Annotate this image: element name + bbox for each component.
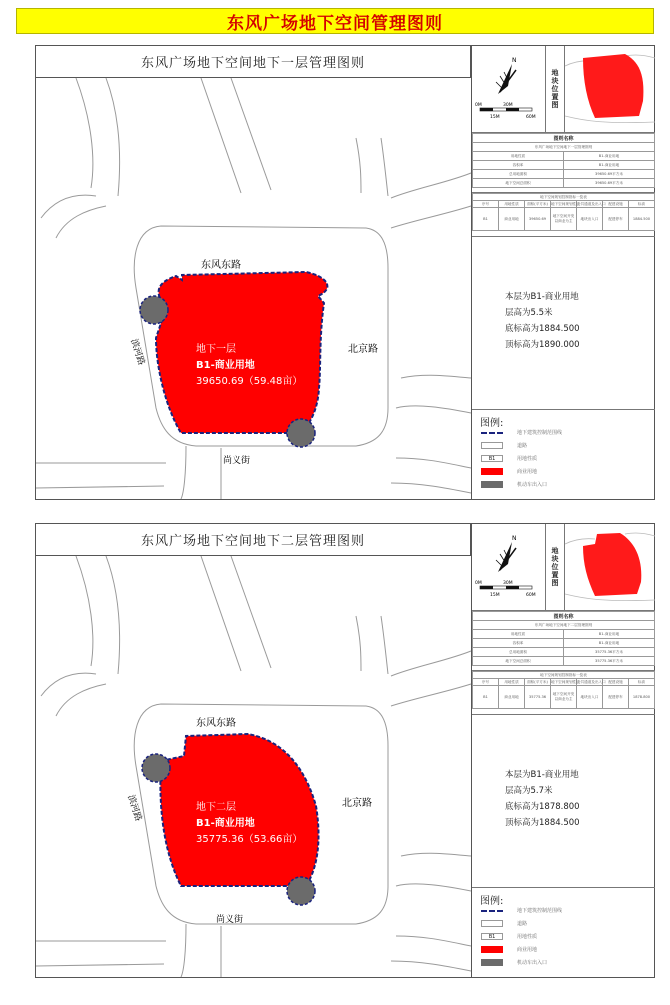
table-header: 面积(平方米)	[525, 201, 551, 208]
commercial-parcel	[160, 734, 318, 886]
legend-item-landuse	[481, 932, 537, 941]
table-header: 配建设施	[603, 201, 629, 208]
table-header: 公共通道及出入口	[577, 201, 606, 206]
legend-label: 道路	[517, 443, 528, 449]
scale-30m: 30M	[503, 103, 513, 108]
layer-description	[472, 236, 655, 410]
road-label-south: 尚义街	[216, 915, 244, 925]
road-label-east-text: 北京路	[348, 344, 378, 355]
boundary-swatch	[481, 432, 503, 434]
north-label: N	[512, 535, 517, 542]
boundary-swatch	[481, 910, 503, 912]
legend-label: 道路	[517, 921, 528, 927]
scale-30m: 30M	[503, 581, 513, 586]
landuse-swatch: B1	[481, 933, 503, 940]
legend-item-boundary	[481, 428, 562, 437]
table-cell: 总用地面积	[473, 648, 564, 657]
table-header: 公共通道及出入口	[577, 679, 606, 684]
table-cell: 配建停车	[603, 208, 629, 231]
table-header: 用地性质	[499, 679, 525, 686]
table-cell: B1-商业用地	[564, 639, 655, 648]
table-cell: 容积率	[473, 639, 564, 648]
table-cell: 地下空间开发以商业为主	[551, 208, 577, 231]
landuse-swatch: B1	[481, 455, 503, 462]
table-header: 地下空间规划性质	[551, 679, 580, 684]
table-cell: 商业用地	[499, 686, 525, 709]
scale-0m: 0M	[475, 103, 482, 108]
north-arrow-and-scale	[472, 524, 545, 610]
drawing-panel-b2	[35, 523, 655, 978]
table-cell: 配建停车	[603, 686, 629, 709]
table-cell: 地下空间总面积	[473, 179, 564, 188]
legend-label: 商业用地	[517, 469, 538, 475]
commercial-parcel	[156, 272, 327, 433]
location-map	[565, 524, 655, 610]
table-cell: 39650.69平方米	[564, 170, 655, 179]
panel-title: 东风广场地下空间地下一层管理图则	[36, 46, 471, 78]
road-label-west: 滨河路	[128, 337, 147, 367]
north-arrow-and-scale	[472, 46, 545, 132]
legend-title: 图例:	[480, 418, 504, 429]
description-line: 层高为5.7米	[505, 786, 553, 796]
table-cell: B1	[473, 686, 499, 709]
legend-item-road	[481, 441, 527, 450]
table-cell: 用地性质	[473, 630, 564, 639]
road-label-north: 东风东路	[201, 260, 241, 271]
table-cell: 1884.500	[629, 208, 655, 231]
parcel-use-label: B1-商业用地	[196, 818, 255, 829]
page-banner	[16, 8, 654, 34]
legend-label: 地下建筑控制范围线	[517, 430, 563, 436]
legend-label: 商业用地	[517, 947, 538, 953]
parcel-level-label: 地下一层	[196, 344, 236, 355]
description-line: 顶标高为1884.500	[505, 818, 580, 828]
table-header: 地下空间规划性质	[551, 201, 580, 206]
vehicle-entrance-se	[287, 419, 315, 447]
table-cell: 35775.36平方米	[564, 657, 655, 666]
site-map	[36, 78, 471, 499]
scale-60m: 60M	[526, 115, 536, 120]
legend-item-boundary	[481, 906, 562, 915]
table-cell: B1-商业用地	[564, 630, 655, 639]
legend	[472, 888, 655, 977]
panel-title: 东风广场地下空间地下二层管理图则	[36, 524, 471, 556]
table-header: 面积(平方米)	[525, 679, 551, 686]
road-swatch	[481, 920, 503, 927]
table-cell: B1-商业用地	[564, 152, 655, 161]
table-header: 配建设施	[603, 679, 629, 686]
table-header: 标高	[629, 679, 655, 686]
drawing-info-table	[472, 610, 655, 665]
road-label-west: 滨河路	[125, 793, 144, 823]
vehicle-entrance-nw	[140, 296, 168, 324]
road-label-east: 北京路	[342, 798, 372, 809]
description-line: 本层为B1-商业用地	[505, 292, 579, 302]
table-cell: 容积率	[473, 161, 564, 170]
description-line: 层高为5.5米	[505, 308, 553, 318]
drawing-panel-b1	[35, 45, 655, 500]
table-cell: 总用地面积	[473, 170, 564, 179]
location-map-parcel	[583, 533, 641, 596]
table-cell: 东风广场地下空间地下一层管理图则	[473, 143, 655, 152]
table-cell: B1	[473, 208, 499, 231]
table-cell: 商业用地	[499, 208, 525, 231]
legend-label: 用地性质	[517, 456, 538, 462]
table-cell: 1878.800	[629, 686, 655, 709]
table-cell: 东风广场地下空间地下二层管理图则	[473, 621, 655, 630]
scale-60m: 60M	[526, 593, 536, 598]
parcel-area-label: 39650.69（59.48亩）	[196, 376, 303, 387]
vehicle-entrance-se	[287, 877, 315, 905]
drawing-info-title: 图则名称	[473, 134, 655, 143]
scale-0m: 0M	[475, 581, 482, 586]
description-line: 本层为B1-商业用地	[505, 770, 579, 780]
legend-title: 图例:	[480, 896, 504, 907]
info-sidebar	[471, 524, 654, 977]
page-title: 东风广场地下空间管理图则	[227, 13, 443, 34]
drawing-info-title: 图则名称	[473, 612, 655, 621]
legend-item-landuse	[481, 454, 537, 463]
table-cell: 地下空间总面积	[473, 657, 564, 666]
table-cell: 用地性质	[473, 152, 564, 161]
legend-label: 机动车出入口	[517, 482, 548, 488]
legend	[472, 410, 655, 499]
commercial-swatch	[481, 946, 503, 953]
entrance-swatch	[481, 481, 503, 488]
scale-15m: 15M	[490, 593, 500, 598]
road-label-north: 东风东路	[196, 718, 236, 729]
table-cell: 39650.69平方米	[564, 179, 655, 188]
table-cell: 35775.36平方米	[564, 648, 655, 657]
parcel-area-label: 35775.36（53.66亩）	[196, 834, 303, 845]
table-cell: 地块出入口	[577, 208, 603, 231]
drawing-info-table	[472, 132, 655, 187]
table-cell: 39650.69	[525, 208, 551, 231]
table-cell: 地块出入口	[577, 686, 603, 709]
control-index-title: 地下空间规划控制指标一览表	[473, 194, 655, 201]
description-line: 顶标高为1890.000	[505, 340, 580, 350]
scale-15m: 15M	[490, 115, 500, 120]
legend-item-road	[481, 919, 527, 928]
control-index-table	[472, 192, 655, 232]
description-line: 底标高为1884.500	[505, 324, 580, 334]
description-line: 底标高为1878.800	[505, 802, 580, 812]
control-index-title: 地下空间规划控制指标一览表	[473, 672, 655, 679]
table-header: 用地性质	[499, 201, 525, 208]
location-map-label: 地块位置图	[545, 46, 565, 132]
location-map	[565, 46, 655, 132]
control-index-table	[472, 670, 655, 710]
layer-description	[472, 714, 655, 888]
table-header: 标高	[629, 201, 655, 208]
legend-item-commercial	[481, 467, 537, 476]
table-cell: 35775.36	[525, 686, 551, 709]
legend-item-entrance	[481, 958, 547, 967]
legend-item-commercial	[481, 945, 537, 954]
entrance-swatch	[481, 959, 503, 966]
location-map-parcel	[583, 54, 643, 118]
commercial-swatch	[481, 468, 503, 475]
site-map	[36, 556, 471, 977]
table-cell: 地下空间开发以商业为主	[551, 686, 577, 709]
location-map-label: 地块位置图	[545, 524, 565, 610]
parcel-level-label: 地下二层	[196, 802, 236, 813]
road-swatch	[481, 442, 503, 449]
road-label-east	[348, 342, 378, 355]
parcel-use-label: B1-商业用地	[196, 360, 255, 371]
table-header: 序号	[473, 679, 499, 686]
legend-label: 用地性质	[517, 934, 538, 940]
road-label-south: 尚义街	[223, 456, 251, 466]
vehicle-entrance-nw	[142, 754, 170, 782]
table-cell: B1-商业用地	[564, 161, 655, 170]
legend-item-entrance	[481, 480, 547, 489]
north-label: N	[512, 57, 517, 64]
info-sidebar	[471, 46, 654, 499]
legend-label: 地下建筑控制范围线	[517, 908, 563, 914]
table-header: 序号	[473, 201, 499, 208]
legend-label: 机动车出入口	[517, 960, 548, 966]
